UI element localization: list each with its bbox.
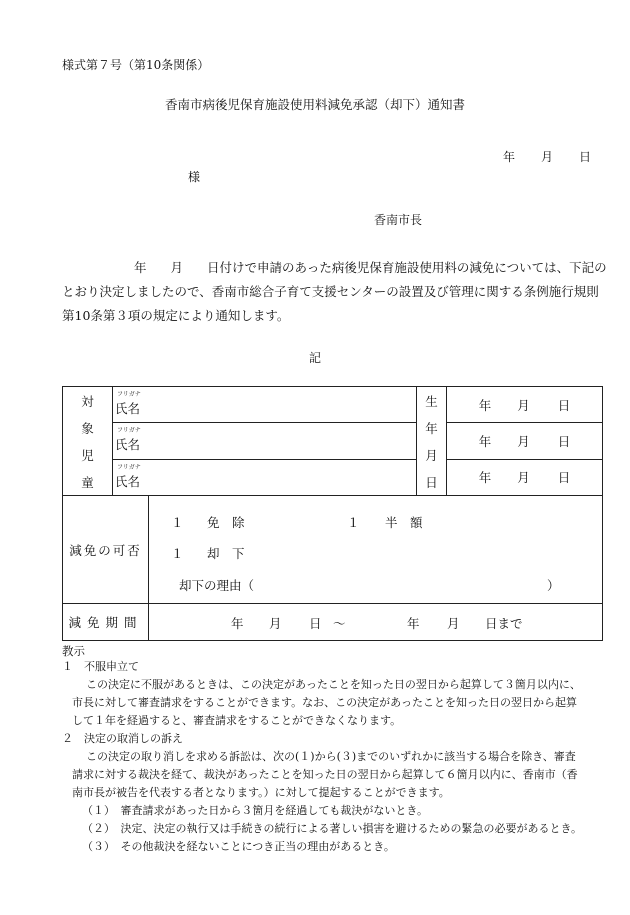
notes-item1: （１） 審査請求があった日から３箇月を経過しても裁決がないとき。: [82, 804, 428, 817]
notes-s2-title: ２ 決定の取消しの訴え: [62, 732, 183, 745]
period-label: 減免期間: [63, 604, 149, 641]
notes-heading: 教示: [62, 644, 85, 658]
name-label-1: フリガナ 氏名: [113, 387, 149, 423]
form-number: 様式第７号（第10条関係）: [62, 58, 210, 72]
approval-label: 減免の可否: [63, 496, 149, 604]
notes-s1-line2: 市長に対して審査請求をすることができます。なお、この決定があったことを知った日の翌日から起算: [72, 696, 578, 709]
option-exempt-num: １: [171, 515, 184, 530]
option-half-num: １: [347, 515, 360, 530]
name-field-3[interactable]: [149, 459, 417, 495]
birthdate-field-3[interactable]: 年 月 日: [447, 459, 603, 495]
option-half[interactable]: 半 額: [385, 515, 423, 530]
notes-item3: （３） その他裁決を経ないことにつき正当の理由があるとき。: [82, 840, 395, 853]
ki-heading: 記: [308, 351, 321, 365]
birthdate-field-2[interactable]: 年 月 日: [447, 423, 603, 459]
notes-body: [62, 658, 622, 856]
issue-date-day: 日: [579, 150, 592, 164]
body-year: 年: [134, 260, 147, 275]
issue-date-year: 年: [503, 150, 516, 164]
issuer: 香南市長: [374, 213, 423, 227]
period-tilde: ～: [333, 616, 346, 631]
period-field[interactable]: 年 月 日 ～ 年 月 日まで: [149, 604, 603, 641]
name-label-2: フリガナ 氏名: [113, 423, 149, 459]
issue-date-month: 月: [541, 150, 554, 164]
name-field-2[interactable]: [149, 423, 417, 459]
body-paragraph: [62, 256, 607, 328]
notes-item2: （２） 決定、決定の執行又は手続きの続行による著しい損害を避けるための緊急の必要があるとき。: [82, 822, 583, 835]
option-reject[interactable]: 却 下: [207, 546, 245, 561]
birthdate-label: 生 年 月 日: [417, 387, 447, 496]
notes-s1-line1: この決定に不服があるときは、この決定があったことを知った日の翌日から起算して３箇月以内に、: [86, 678, 581, 691]
name-label-3: フリガナ 氏名: [113, 459, 149, 495]
addressee-suffix: 様: [188, 170, 201, 184]
notes-s1-title: １ 不服申立て: [62, 660, 139, 673]
subject-child-label: 対 象 児 童: [63, 387, 113, 496]
reject-reason-label: 却下の理由（: [179, 578, 255, 593]
option-exempt[interactable]: 免 除: [207, 515, 245, 530]
name-field-1[interactable]: [149, 387, 417, 423]
option-reject-num: １: [171, 546, 184, 561]
issue-date: [503, 148, 591, 165]
birthdate-field-1[interactable]: 年 月 日: [447, 387, 603, 423]
approval-options: [149, 496, 603, 604]
reject-reason-close: ）: [547, 578, 560, 593]
body-text: 日付けで申請のあった病後児保育施設使用料の減免については、下記のとおり決定しましたので、香南市総合子育て支援センターの設置及び管理に関する条例施行規則第10条第３項の規定により通知します。: [62, 260, 607, 323]
notes-s2-line2: 請求に対する裁決を経て、裁決があったことを知った日の翌日から起算して６箇月以内に、香南市（香: [72, 768, 578, 781]
body-month: 月: [170, 260, 184, 275]
form-table: [62, 386, 603, 641]
notes-s1-line3: して１年を経過すると、審査請求をすることができなくなります。: [72, 714, 402, 727]
furigana-label: フリガナ: [117, 391, 141, 398]
notes-s2-line1: この決定の取り消しを求める訴訟は、次の(１)から(３)までのいずれかに該当する場合を除き、審査: [86, 750, 576, 763]
document-title: 香南市病後児保育施設使用料減免承認（却下）通知書: [164, 97, 465, 112]
notes-s2-line3: 南市長が被告を代表する者となります。）に対して提起することができます。: [72, 786, 450, 799]
